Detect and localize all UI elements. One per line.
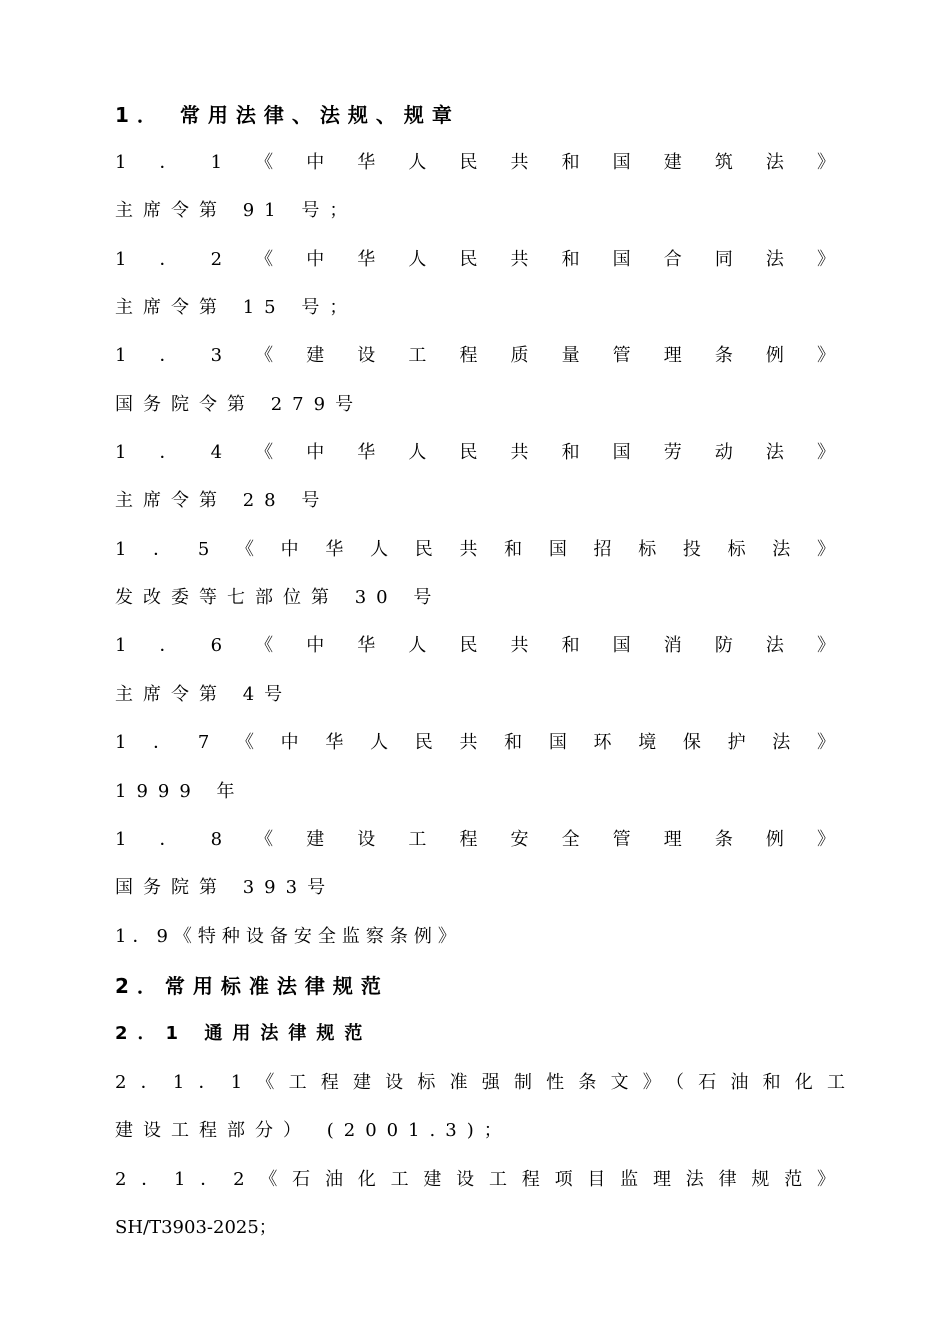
law-item-title: 1．9《特种设备安全监察条例》 bbox=[115, 926, 462, 947]
law-item-note: 主席令第 91 号； bbox=[115, 200, 358, 221]
law-item-note: 发改委等七部位第 30 号 bbox=[115, 587, 442, 608]
law-item-title: 1．2《中华人民共和国合同法》 bbox=[115, 249, 835, 270]
law-item-title: 1．5《中华人民共和国招标投标法》 bbox=[115, 539, 835, 560]
section-1-heading: 1． 常用法律、法规、规章 bbox=[115, 103, 460, 127]
section-2-heading: 2．常用标准法律规范 bbox=[115, 974, 389, 998]
law-item-note: 主席令第 28 号 bbox=[115, 490, 330, 511]
section-2-1-heading: 2．1 通用法律规范 bbox=[115, 1023, 373, 1044]
standard-item-note: SH/T3903-2025； bbox=[115, 1217, 277, 1238]
standard-item-title: 2．1．1《工程建设标准强制性条文》（石油和化工 bbox=[115, 1072, 845, 1093]
law-item-title: 1．1《中华人民共和国建筑法》 bbox=[115, 152, 835, 173]
law-item-title: 1．6《中华人民共和国消防法》 bbox=[115, 635, 835, 656]
law-item-title: 1．3《建设工程质量管理条例》 bbox=[115, 345, 835, 366]
law-item-note: 主席令第 15 号； bbox=[115, 297, 358, 318]
law-item-title: 1．4《中华人民共和国劳动法》 bbox=[115, 442, 835, 463]
standard-item-note: 建设工程部分） (2001.3)； bbox=[115, 1120, 512, 1141]
law-item-note: 主席令第 4号 bbox=[115, 684, 293, 705]
law-item-title: 1．7《中华人民共和国环境保护法》 bbox=[115, 732, 835, 753]
law-item-note: 国务院令第 279号 bbox=[115, 394, 364, 415]
law-item-note: 国务院第 393号 bbox=[115, 877, 336, 898]
standard-item-title: 2．1．2《石油化工建设工程项目监理法律规范》 bbox=[115, 1169, 835, 1190]
law-item-title: 1．8《建设工程安全管理条例》 bbox=[115, 829, 835, 850]
law-item-note: 1999 年 bbox=[115, 781, 245, 802]
